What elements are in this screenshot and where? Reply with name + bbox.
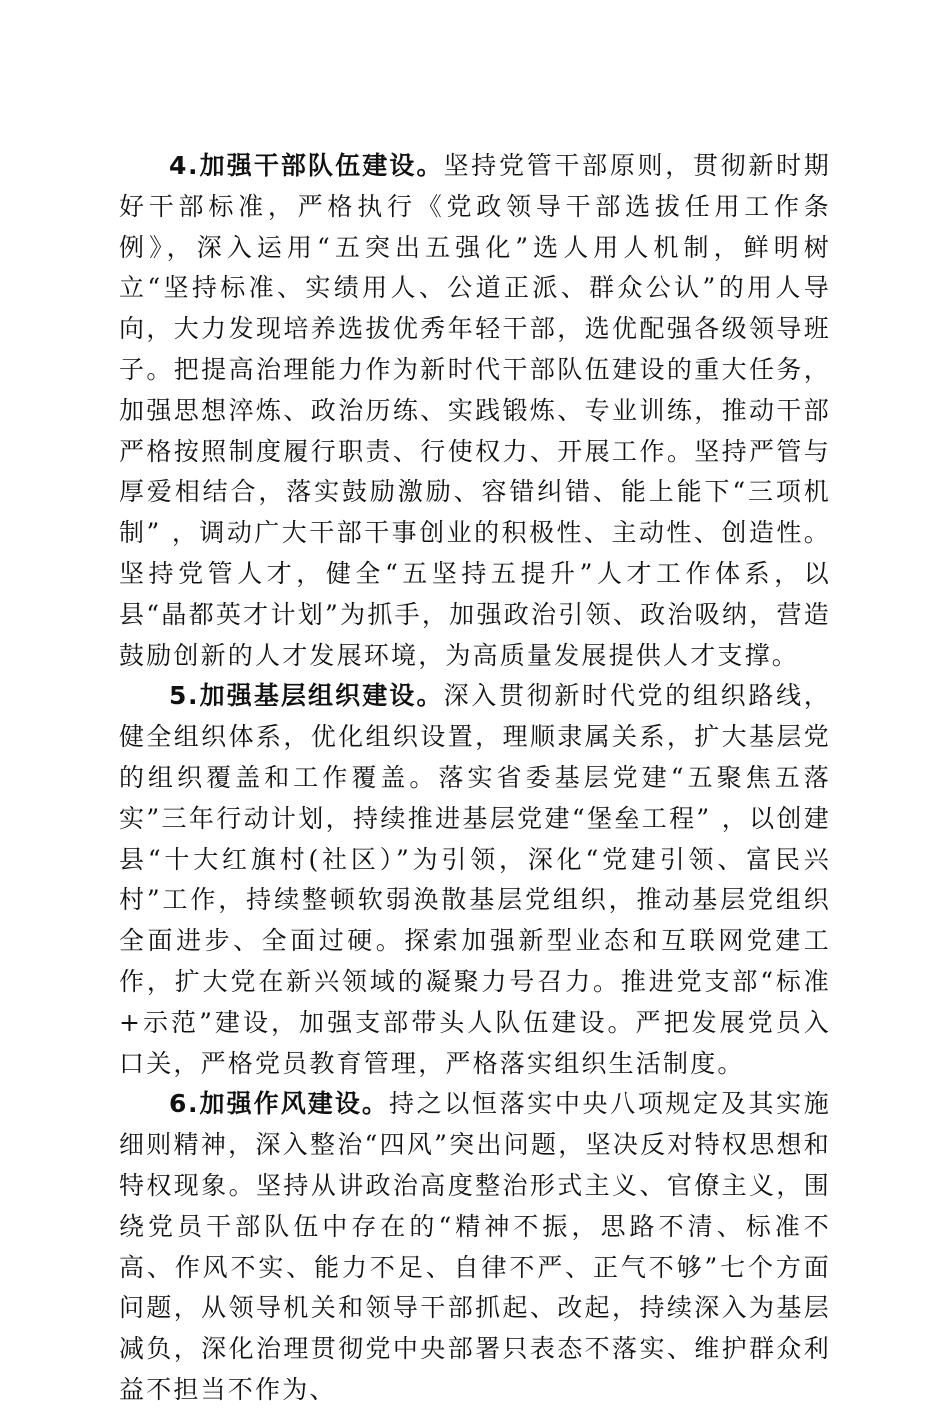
section-4-text: 坚持党管干部原则，贯彻新时期好干部标准，严格执行《党政领导干部选拔任用工作条例》，深入运用“五突出五强化”选人用人机制，鲜明树立“坚持标准、实绩用人、公道正派、群众公认”的用人导向，大力发现培养选拔优秀年轻干部，选优配强各级领导班子。把提高治理能力作为新时代干部队伍建设的重大任务，加强思想淬炼、政治历练、实践锻炼、专业训练，推动干部严格按照制度履行职责、行使权力、开展工作。坚持严管与厚爱相结合，落实鼓励激励、容错纠错、能上能下“三项机制” ，调动广大干部干事创业的积极性、主动性、创造性。坚持党管人才，健全“五坚持五提升”人才工作体系，以县“晶都英才计划”为抓手，加强政治引领、政治吸纳，营造鼓励创新的人才发展环境，为高质量发展提供人才支撑。	[119, 151, 831, 670]
section-4-paragraph	[119, 146, 831, 676]
section-5-text: 深入贯彻新时代党的组织路线，健全组织体系，优化组织设置，理顺隶属关系，扩大基层党的组织覆盖和工作覆盖。落实省委基层党建“五聚焦五落实”三年行动计划，持续推进基层党建“堡垒工程” ，以创建县“十大红旗村(社区）”为引领，深化“党建引领、富民兴村”工作，持续整顿软弱涣散基层党组织，推动基层党组织全面进步、全面过硬。探索加强新型业态和互联网党建工作，扩大党在新兴领域的凝聚力号召力。推进党支部“标准+示范”建设，加强支部带头人队伍建设。严把发展党员入口关，严格党员教育管理，严格落实组织生活制度。	[119, 681, 831, 1078]
section-6-paragraph	[119, 1084, 831, 1410]
document-body	[119, 146, 831, 1411]
section-6-text: 持之以恒落实中央八项规定及其实施细则精神，深入整治“四风”突出问题，坚决反对特权思想和特权现象。坚持从讲政治高度整治形式主义、官僚主义，围绕党员干部队伍中存在的“精神不振，思路不清、标准不高、作风不实、能力不足、自律不严、正气不够”七个方面问题，从领导机关和领导干部抓起、改起，持续深入为基层减负，深化治理贯彻党中央部署只表态不落实、维护群众利益不担当不作为、	[119, 1089, 832, 1404]
section-6-heading: 6.加强作风建设。	[169, 1089, 389, 1119]
section-5-heading: 5.加强基层组织建设。	[169, 681, 444, 711]
section-4-heading: 4.加强干部队伍建设。	[169, 151, 444, 180]
section-5-paragraph	[119, 676, 831, 1084]
